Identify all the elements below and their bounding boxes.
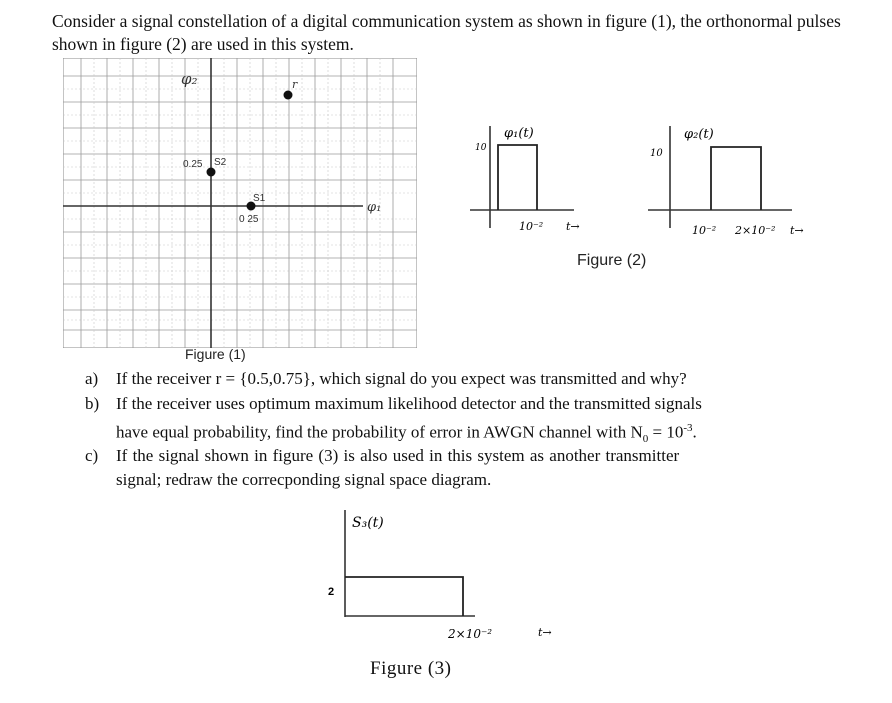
s1-label: S1	[253, 193, 266, 204]
question-b-line-1: If the receiver uses optimum maximum likelihood detector and the transmitted signals	[116, 394, 702, 413]
phi2-time-tick-1: 10⁻²	[692, 224, 717, 237]
question-b-period: .	[692, 422, 697, 442]
question-b-equals: = 10	[648, 422, 684, 442]
phi2-amplitude: 10	[650, 148, 663, 159]
question-b	[85, 392, 805, 446]
s2-coordinate-label: 0.25	[183, 159, 203, 170]
phi2-pulse-plot	[648, 126, 804, 237]
question-a-text: If the receiver r = {0.5,0.75}, which signal do you expect was transmitted and why?	[116, 369, 687, 388]
n0-subscript: 0	[642, 433, 649, 446]
s3-amplitude: 2	[328, 586, 335, 598]
noise-exponent: -3	[683, 422, 693, 434]
s3-time-axis-label: t→	[538, 626, 552, 639]
phi1-time-axis-label: t→	[566, 220, 580, 233]
question-c-line-1: If the signal shown in figure (3) is also used in this system as another transmitter	[116, 446, 680, 465]
phi2-axis-label: φ₂	[181, 70, 198, 88]
r-label: r	[292, 78, 298, 91]
question-c	[85, 444, 805, 492]
phi1-axis-label: φ₁	[367, 200, 382, 215]
question-a-label: a)	[85, 369, 99, 388]
s3-label: S₃(t)	[352, 515, 384, 531]
figure-3-caption: Figure (3)	[370, 658, 452, 679]
problem-intro: Consider a signal constellation of a digital communication system as shown in figure (1), the orthonormal pulses shown in figure (2) are used in this system.	[52, 11, 841, 54]
phi1-amplitude: 10	[475, 143, 487, 153]
figure-1-caption: Figure (1)	[185, 346, 246, 362]
figure-2-pulses	[470, 110, 830, 250]
question-b-line-2-text: have equal probability, find the probability of error in AWGN channel with N	[116, 422, 643, 442]
s3-time-tick: 2×10⁻²	[448, 627, 493, 641]
question-c-label: c)	[85, 446, 99, 465]
point-s1	[247, 202, 256, 211]
figure-1-constellation	[63, 58, 417, 348]
figure-3-signal	[300, 505, 600, 650]
phi1-time-tick: 10⁻²	[519, 220, 544, 233]
point-s2	[207, 168, 216, 177]
phi1-label: φ₁(t)	[504, 126, 534, 141]
figure-2-caption: Figure (2)	[577, 252, 647, 269]
question-c-line-2: signal; redraw the correcponding signal space diagram.	[116, 470, 492, 489]
phi2-time-tick-2: 2×10⁻²	[735, 224, 776, 237]
phi2-time-axis-label: t→	[790, 224, 804, 237]
question-a	[85, 367, 805, 391]
s1-coordinate-label: 0 25	[239, 214, 259, 225]
question-b-label: b)	[85, 394, 100, 413]
s2-label: S2	[214, 157, 227, 168]
point-r	[284, 91, 293, 100]
phi1-pulse-plot	[470, 126, 580, 233]
phi2-label: φ₂(t)	[684, 127, 714, 142]
